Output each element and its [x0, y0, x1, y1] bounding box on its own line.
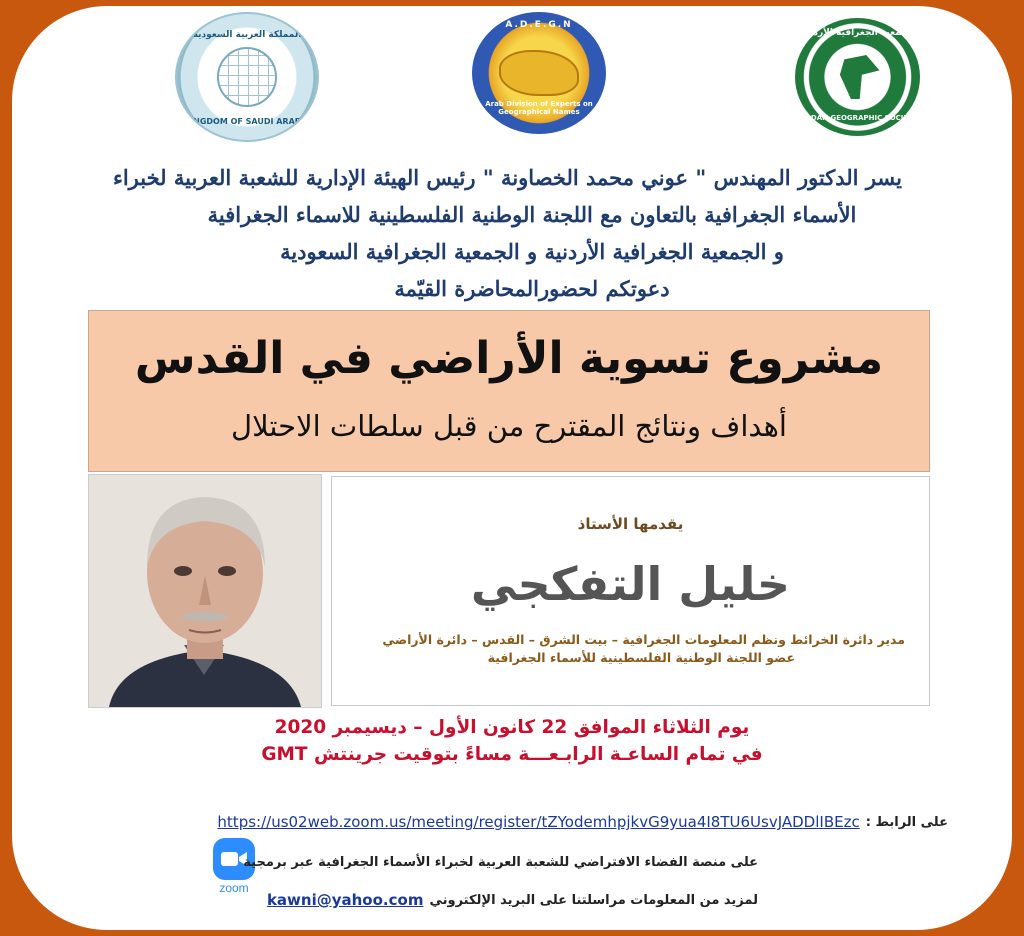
saudi-logo-text-bottom: KINGDOM OF SAUDI ARABIA: [183, 117, 311, 126]
speaker-name: خليل التفكجي: [470, 557, 791, 611]
presenter-label: يقدمها الأستاذ: [577, 515, 684, 533]
intro-line: و الجمعية الجغرافية الأردنية و الجمعية الجغرافية السعودية: [280, 239, 784, 264]
date-line: يوم الثلاثاء الموافق 22 كانون الأول – ديسيمبر 2020: [274, 717, 750, 738]
jordan-map-icon: [836, 55, 880, 99]
intro-line: الأسماء الجغرافية بالتعاون مع اللجنة الوطنية الفلسطينية للاسماء الجغرافية: [207, 202, 857, 227]
arab-logo-text-top: A.D.E.G.N: [505, 20, 573, 30]
lecture-title-box: [88, 310, 930, 472]
lecture-subtitle: أهداف ونتائج المقترح من قبل سلطات الاحتلال: [231, 409, 787, 443]
contact-email-link[interactable]: kawni@yahoo.com: [266, 891, 424, 909]
arab-division-logo: [472, 12, 606, 134]
invitation-intro: [112, 159, 902, 307]
globe-icon: [217, 47, 277, 107]
speaker-role: [382, 631, 905, 667]
registration-label: على الرابط :: [865, 814, 948, 830]
intro-line: دعوتكم لحضورالمحاضرة القيّمة: [394, 276, 670, 301]
contact-row: [267, 891, 758, 909]
invitation-card: [12, 6, 1012, 930]
jordan-logo-text-bottom: JORDAN GEOGRAPHIC SOCIETY: [796, 114, 919, 122]
jordan-logo-text-top: الجمعية الجغرافية الأردنية: [800, 28, 915, 38]
arab-world-map-icon: [499, 50, 579, 96]
saudi-geographical-society-logo: [175, 12, 319, 142]
speaker-role-line: مدير دائرة الخرائط ونظم المعلومات الجغرافية – بيت الشرق – القدس – دائرة الأراضي: [382, 632, 905, 647]
jordan-geographic-society-logo: [795, 18, 920, 136]
intro-line: يسر الدكتور المهندس " عوني محمد الخصاونة " رئيس الهيئة الإدارية للشعبة العربية لخبراء: [112, 165, 902, 190]
registration-row: [98, 810, 948, 834]
contact-label: لمزيد من المعلومات مراسلتنا على البريد الإلكتروني: [429, 892, 758, 908]
platform-text: على منصة الفضاء الافتراضي للشعبة العربية لخبراء الأسماء الجغرافية عبر برمجية: [243, 855, 758, 870]
time-line: في تمام الساعـة الرابـعـــة مساءً بتوقيت جرينتش GMT: [261, 744, 763, 765]
zoom-label: zoom: [219, 881, 249, 895]
speaker-info-box: [331, 476, 930, 706]
registration-link[interactable]: https://us02web.zoom.us/meeting/register/tZYodemhpjkvG9yua4I8TU6UsvJADDlIBEzc: [217, 813, 860, 831]
speaker-role-line: عضو اللجنة الوطنية الفلسطينية للأسماء الجغرافية: [487, 650, 795, 665]
lecture-title: مشروع تسوية الأراضي في القدس: [134, 333, 884, 384]
speaker-photo: [88, 474, 322, 708]
schedule-block: [192, 714, 832, 768]
saudi-logo-text-top: المملكة العربية السعودية: [192, 30, 302, 40]
arab-logo-text-bottom: Arab Division of Experts on Geographical Names: [485, 100, 593, 116]
